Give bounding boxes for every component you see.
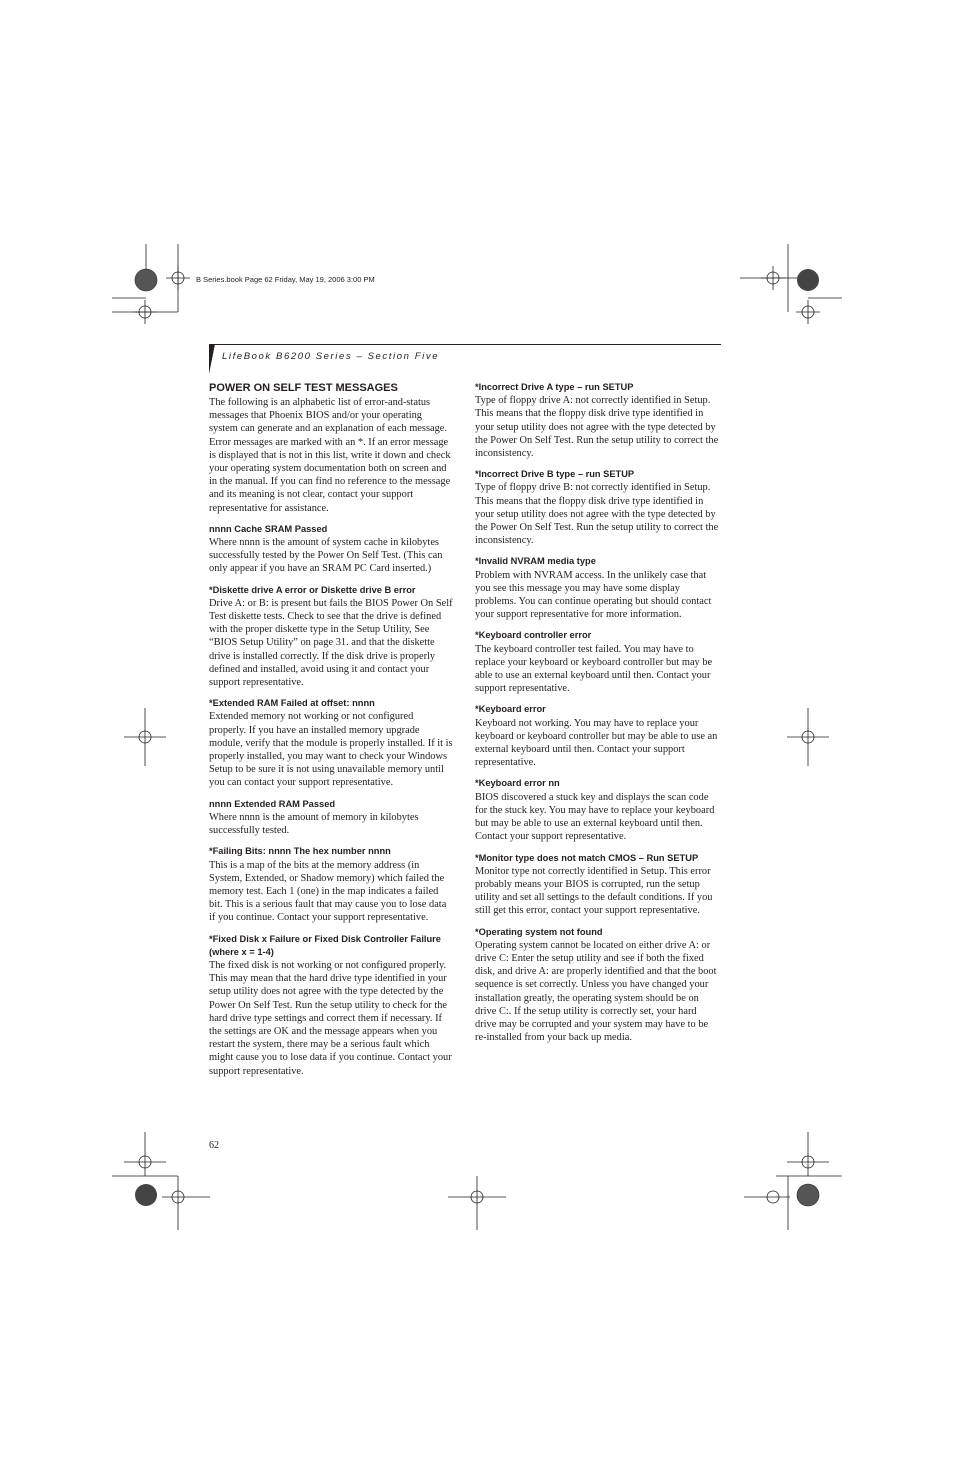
header-tab-marker xyxy=(209,344,215,374)
message-title: *Invalid NVRAM media type xyxy=(475,556,596,567)
message-description: Monitor type not correctly identified in Setup. This error probably means your BIOS is corrupted, run the setup utility and set all settings to the default conditions. If you still get this error, contact your support representative. xyxy=(475,865,713,917)
message-description: The fixed disk is not working or not configured properly. This may mean that the hard drive type identified in your setup utility does not agree with the type detected by the Power On Self Test. Run the setup utility to check for the hard drive type settings and correct them if necessary. If the settings are OK and the message appears when you restart the system, there may be a serious fault which might cause you to lose data if you continue. Contact your support representative. xyxy=(209,959,452,1077)
message-title: *Keyboard error xyxy=(475,704,546,715)
intro-paragraph: The following is an alphabetic list of error-and-status messages that Phoenix BIOS and/or your operating system can generate and an explanation of each message. Error messages are marked with an *. If an error message is displayed that is not in this list, write it down and check your operating system documentation both on screen and in the manual. If you can find no reference to the message and its meaning is not clear, contact your support representative for assistance. xyxy=(209,397,451,514)
message-entry xyxy=(475,468,719,547)
message-description: Drive A: or B: is present but fails the BIOS Power On Self Test diskette tests. Check to see that the drive is defined with the proper diskette type in the Setup Utility, See “BIOS Setup Utility” on page 31. and that the diskette drive is installed correctly. If the disk drive is properly defined and installed, avoid using it and contact your support representative. xyxy=(209,597,453,689)
message-title: *Diskette drive A error or Diskette drive B error xyxy=(209,584,416,595)
message-title: *Operating system not found xyxy=(475,926,603,937)
message-entry xyxy=(209,933,453,1078)
message-entry xyxy=(475,852,719,918)
message-entry xyxy=(475,381,719,460)
left-column xyxy=(209,381,453,1086)
message-description: Where nnnn is the amount of memory in kilobytes successfully tested. xyxy=(209,811,419,837)
message-entry xyxy=(209,845,453,924)
message-description: Type of floppy drive A: not correctly identified in Setup. This means that the floppy disk drive type identified in your setup utility does not agree with the type detected by the Power On Self Test. Run the setup utility to correct the inconsistency. xyxy=(475,395,719,460)
message-entry xyxy=(209,697,453,789)
print-slug: B Series.book Page 62 Friday, May 19, 2006 3:00 PM xyxy=(196,275,375,284)
header-rule xyxy=(210,344,721,345)
message-description: Extended memory not working or not configured properly. If you have an installed memory upgrade module, verify that the module is properly installed. If it is properly installed, you may want to check your Windows Setup to be sure it is not using unavailable memory until you can contact your support representative. xyxy=(209,711,453,789)
message-description: The keyboard controller test failed. You may have to replace your keyboard or keyboard controller but may be able to use an external keyboard until then. Contact your support representative. xyxy=(475,643,713,695)
left-message-list xyxy=(209,523,453,1078)
section-title: POWER ON SELF TEST MESSAGES xyxy=(209,382,398,394)
message-title: *Fixed Disk x Failure or Fixed Disk Controller Failure (where x = 1-4) xyxy=(209,933,441,957)
message-entry xyxy=(475,629,719,695)
running-header: LifeBook B6200 Series – Section Five xyxy=(222,351,440,362)
message-entry xyxy=(475,703,719,769)
message-title: *Keyboard error nn xyxy=(475,778,560,789)
message-title: *Incorrect Drive B type – run SETUP xyxy=(475,469,635,480)
message-title: *Extended RAM Failed at offset: nnnn xyxy=(209,698,375,709)
message-description: Keyboard not working. You may have to replace your keyboard or keyboard controller but may be able to use an external keyboard until then. Contact your support representative. xyxy=(475,717,718,769)
message-description: This is a map of the bits at the memory address (in System, Extended, or Shadow memory) which failed the memory test. Each 1 (one) in the map indicates a failed bit. This is a serious fault that may cause you to lose data if you continue. Contact your support representative. xyxy=(209,859,447,924)
message-description: Type of floppy drive B: not correctly identified in Setup. This means that the floppy disk drive type identified in your setup utility does not agree with the type detected by the Power On Self Test. Run the setup utility to correct the inconsistency. xyxy=(475,482,719,547)
message-title: *Keyboard controller error xyxy=(475,630,592,641)
message-title: nnnn Extended RAM Passed xyxy=(209,798,336,809)
message-entry xyxy=(475,926,719,1045)
message-description: Operating system cannot be located on either drive A: or drive C: Enter the setup utility and see if both the fixed disk, and drive A: are properly identified and that the boot sequence is set correctly. Unless you have changed your installation greatly, the operating system should be on drive C:. If the setup utility is correctly set, your hard drive may be corrupted and your system may have to be re-installed from your back up media. xyxy=(475,939,717,1044)
message-title: *Incorrect Drive A type – run SETUP xyxy=(475,382,634,392)
message-description: Problem with NVRAM access. In the unlikely case that you see this message you may have some display problems. You can continue operating but should contact your support representative for more information. xyxy=(475,569,712,621)
right-column xyxy=(475,381,719,1052)
right-message-list xyxy=(475,381,719,1044)
message-title: nnnn Cache SRAM Passed xyxy=(209,523,328,534)
message-title: *Monitor type does not match CMOS – Run SETUP xyxy=(475,852,699,863)
message-entry xyxy=(475,777,719,843)
message-description: BIOS discovered a stuck key and displays the scan code for the stuck key. You may have to replace your keyboard but may be able to use an external keyboard until then. Contact your support representative. xyxy=(475,791,715,843)
message-title: *Failing Bits: nnnn The hex number nnnn xyxy=(209,846,391,857)
page-number: 62 xyxy=(209,1140,219,1151)
message-entry xyxy=(209,584,453,690)
message-entry xyxy=(209,798,453,838)
message-entry xyxy=(475,555,719,621)
message-entry xyxy=(209,523,453,576)
message-description: Where nnnn is the amount of system cache in kilobytes successfully tested by the Power On Self Test. (This can only appear if you have an SRAM PC Card inserted.) xyxy=(209,537,443,575)
